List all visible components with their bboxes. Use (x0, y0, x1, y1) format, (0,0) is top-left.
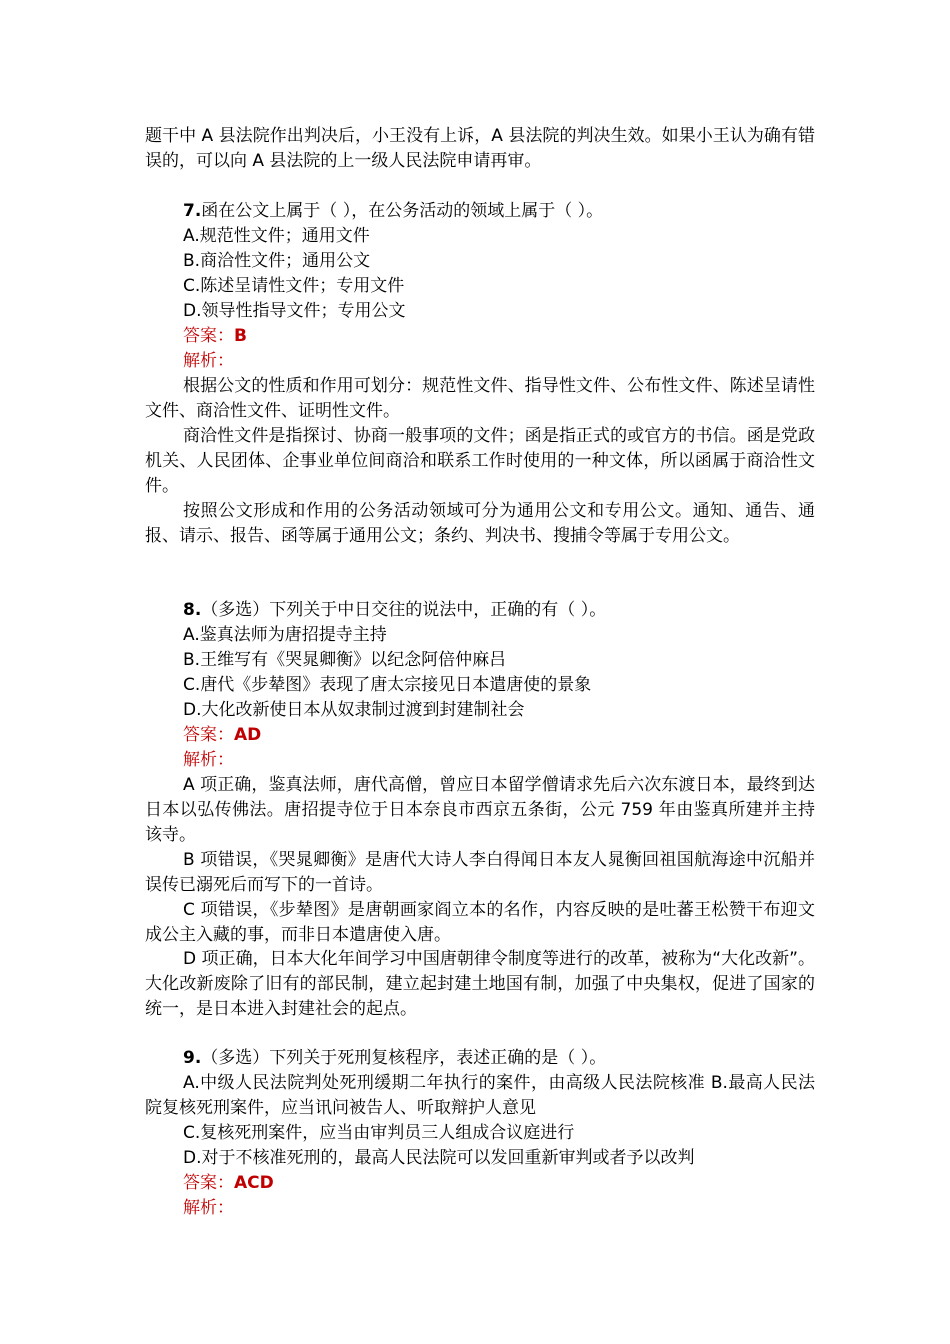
question-8-stem (145, 598, 815, 623)
intro-paragraph: 题干中 A 县法院作出判决后，小王没有上诉，A 县法院的判决生效。如果小王认为确有错误的，可以向 A 县法院的上一级人民法院申请再审。 (145, 126, 815, 171)
q8-analysis-paragraph: C 项错误，《步辇图》是唐朝画家阎立本的名作，内容反映的是吐蕃王松赞干布迎文成公主入藏的事，而非日本遣唐使入唐。 (145, 900, 815, 945)
question-8-text: （多选）下列关于中日交往的说法中，正确的有（ ）。 (201, 600, 607, 620)
q9-option-ab: A.中级人民法院判处死刑缓期二年执行的案件，由高级人民法院核准 B.最高人民法院复核死刑案件，应当讯问被告人、听取辩护人意见 (145, 1073, 815, 1118)
q7-analysis-paragraph: 商洽性文件是指探讨、协商一般事项的文件；函是指正式的或官方的书信。函是党政机关、人民团体、企事业单位间商洽和联系工作时使用的一种文体，所以函属于商洽性文件。 (145, 426, 815, 496)
q8-answer (183, 723, 823, 748)
q7-answer (183, 324, 823, 349)
q8-option-b: B.王维写有《哭晁卿衡》以纪念阿倍仲麻吕 (183, 650, 507, 670)
q8-answer-value: AD (234, 725, 262, 745)
q7-answer-value: B (234, 326, 247, 346)
q9-answer (183, 1171, 823, 1196)
q9-option-d: D.对于不核准死刑的，最高人民法院可以发回重新审判或者予以改判 (183, 1148, 695, 1168)
q7-analysis-label: 解析： (183, 351, 234, 371)
q8-option-d: D.大化改新使日本从奴隶制过渡到封建制社会 (183, 700, 525, 720)
question-7-text: 函在公文上属于（ ），在公务活动的领域上属于（ ）。 (201, 201, 604, 221)
answer-label: 答案： (183, 725, 234, 745)
question-9-number: 9. (183, 1048, 202, 1068)
q7-option-b: B.商洽性文件；通用公文 (183, 251, 371, 271)
question-7-stem (145, 199, 815, 224)
q8-option-c: C.唐代《步辇图》表现了唐太宗接见日本遣唐使的景象 (183, 675, 592, 695)
q8-analysis-paragraph: D 项正确，日本大化年间学习中国唐朝律令制度等进行的改革，被称为“大化改新”。大化改新废除了旧有的部民制，建立起封建土地国有制，加强了中央集权，促进了国家的统一，是日本进入封建社会的起点。 (145, 949, 815, 1019)
answer-label: 答案： (183, 326, 234, 346)
q7-option-a: A.规范性文件；通用文件 (183, 226, 370, 246)
question-9-stem (145, 1046, 815, 1071)
q9-option-c: C.复核死刑案件，应当由审判员三人组成合议庭进行 (183, 1123, 575, 1143)
q9-answer-value: ACD (234, 1173, 274, 1193)
answer-label: 答案： (183, 1173, 234, 1193)
q8-option-a: A.鉴真法师为唐招提寺主持 (183, 625, 387, 645)
question-9-text: （多选）下列关于死刑复核程序，表述正确的是（ ）。 (201, 1048, 607, 1068)
q7-analysis-paragraph: 根据公文的性质和作用可划分：规范性文件、指导性文件、公布性文件、陈述呈请性文件、商洽性文件、证明性文件。 (145, 376, 815, 421)
q9-analysis-label: 解析： (183, 1198, 234, 1218)
q7-option-d: D.领导性指导文件；专用公文 (183, 301, 406, 321)
q8-analysis-paragraph: B 项错误，《哭晁卿衡》是唐代大诗人李白得闻日本友人晁衡回祖国航海途中沉船并误传已溺死后而写下的一首诗。 (145, 850, 815, 895)
q7-analysis-paragraph: 按照公文形成和作用的公务活动领域可分为通用公文和专用公文。通知、通告、通报、请示、报告、函等属于通用公文；条约、判决书、搜捕令等属于专用公文。 (145, 501, 815, 546)
q8-analysis-paragraph: A 项正确，鉴真法师，唐代高僧，曾应日本留学僧请求先后六次东渡日本，最终到达日本以弘传佛法。唐招提寺位于日本奈良市西京五条街，公元 759 年由鉴真所建并主持该寺。 (145, 775, 815, 845)
question-7-number: 7. (183, 201, 202, 221)
question-8-number: 8. (183, 600, 202, 620)
q8-analysis-label: 解析： (183, 750, 234, 770)
q7-option-c: C.陈述呈请性文件；专用文件 (183, 276, 405, 296)
